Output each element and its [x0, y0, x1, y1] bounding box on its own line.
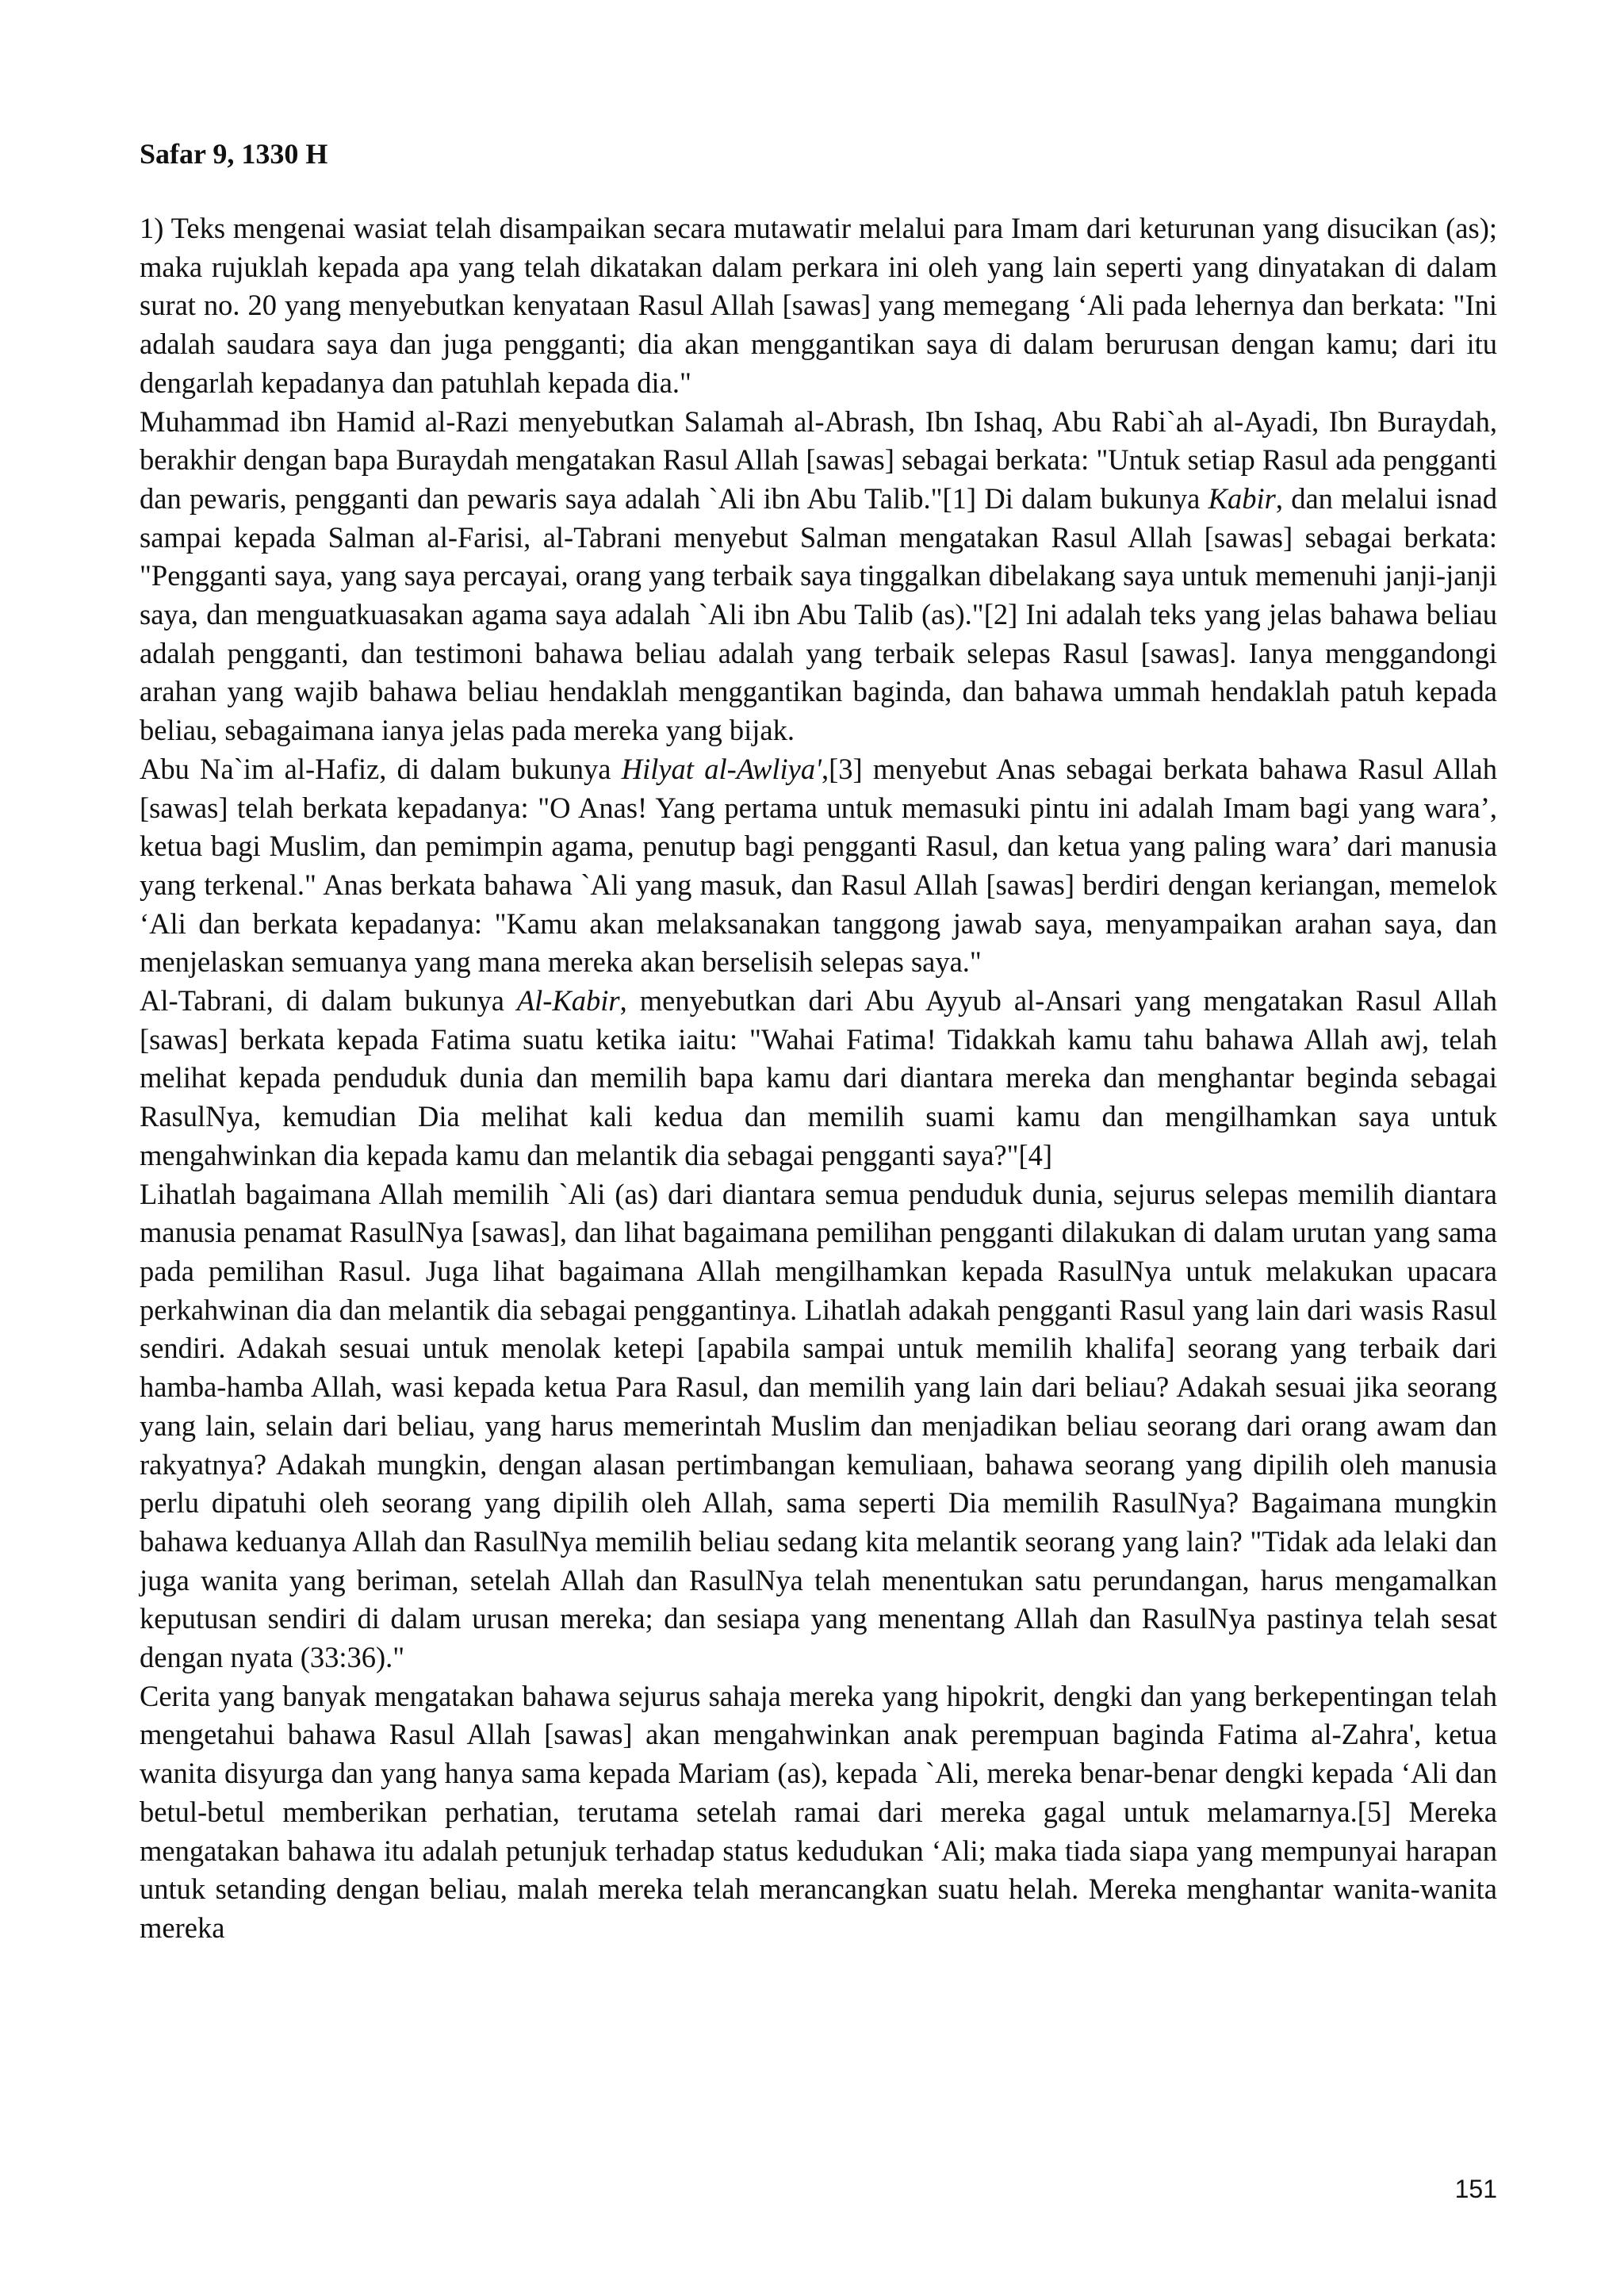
book-title-kabir: Kabir — [1208, 481, 1276, 515]
paragraph-4-text-b: , menyebutkan dari Abu Ayyub al-Ansari yang mengatakan Rasul Allah [sawas] berkata kepada Fatima suatu ketika iaitu: "Wahai Fatima! Tidakkah kamu tahu bahawa Allah awj, telah melihat kepada penduduk dunia dan memilih bapa kamu dari diantara mereka dan menghantar beginda sebagai RasulNya, kemudian Dia melihat kali kedua dan memilih suami kamu dan mengilhamkan saya untuk mengahwinkan dia kepada kamu dan melantik dia sebagai pengganti saya?"[4] — [140, 984, 1497, 1171]
paragraph-2-text-b: , dan melalui isnad sampai kepada Salman al-Farisi, al-Tabrani menyebut Salman mengatakan Rasul Allah [sawas] sebagai berkata: "Pengganti saya, yang saya percayai, orang yang terbaik saya tinggalkan dibelakang saya untuk memenuhi janji-janji saya, dan menguatkuasakan agama saya adalah `Ali ibn Abu Talib (as)."[2] Ini adalah teks yang jelas bahawa beliau adalah pengganti, dan testimoni bahawa beliau adalah yang terbaik selepas Rasul [sawas]. Ianya menggandongi arahan yang wajib bahawa beliau hendaklah menggantikan baginda, dan bahawa ummah hendaklah patuh kepada beliau, sebagaimana ianya jelas pada mereka yang bijak. — [140, 481, 1497, 747]
book-title-al-kabir: Al-Kabir — [516, 984, 620, 1018]
paragraph-1: 1) Teks mengenai wasiat telah disampaikan secara mutawatir melalui para Imam dari keturunan yang disucikan (as); maka rujuklah kepada apa yang telah dikatakan dalam perkara ini oleh yang lain seperti yang dinyatakan di dalam surat no. 20 yang menyebutkan kenyataan Rasul Allah [sawas] yang memegang ‘Ali pada lehernya dan berkata: "Ini adalah saudara saya dan juga pengganti; dia akan menggantikan saya di dalam berurusan dengan kamu; dari itu dengarlah kepadanya dan patuhlah kepada dia." — [140, 212, 1497, 399]
paragraph-4 — [140, 982, 1497, 1175]
paragraph-2-text-a: Muhammad ibn Hamid al-Razi menyebutkan Salamah al-Abrash, Ibn Ishaq, Abu Rabi`ah al-Ayadi, Ibn Buraydah, berakhir dengan bapa Buraydah mengatakan Rasul Allah [sawas] sebagai berkata: "Untuk setiap Rasul ada pengganti dan pewaris, pengganti dan pewaris saya adalah `Ali ibn Abu Talib."[1] Di dalam bukunya — [140, 404, 1497, 515]
paragraph-3-text-b: ,[3] menyebut Anas sebagai berkata bahawa Rasul Allah [sawas] telah berkata kepadanya: "O Anas! Yang pertama untuk memasuki pintu ini adalah Imam bagi yang wara’, ketua bagi Muslim, dan pemimpin agama, penutup bagi pengganti Rasul, dan ketua yang paling wara’ dari manusia yang terkenal." Anas berkata bahawa `Ali yang masuk, dan Rasul Allah [sawas] berdiri dengan keriangan, memelok ‘Ali dan berkata kepadanya: "Kamu akan melaksanakan tanggong jawab saya, menyampaikan arahan saya, dan menjelaskan semuanya yang mana mereka akan berselisih selepas saya." — [140, 752, 1497, 979]
page-heading: Safar 9, 1330 H — [140, 138, 328, 170]
paragraph-5: Lihatlah bagaimana Allah memilih `Ali (as) dari diantara semua penduduk dunia, sejurus selepas memilih diantara manusia penamat RasulNya [sawas], dan lihat bagaimana pemilihan pengganti dilakukan di dalam urutan yang sama pada pemilihan Rasul. Juga lihat bagaimana Allah mengilhamkan kepada RasulNya untuk melakukan upacara perkahwinan dia dan melantik dia sebagai penggantinya. Lihatlah adakah pengganti Rasul yang lain dari wasis Rasul sendiri. Adakah sesuai untuk menolak ketepi [apabila sampai untuk memilih khalifa] seorang yang terbaik dari hamba-hamba Allah, wasi kepada ketua Para Rasul, dan memilih yang lain dari beliau? Adakah sesuai jika seorang yang lain, selain dari beliau, yang harus memerintah Muslim dan menjadikan beliau seorang dari orang awam dan rakyatnya? Adakah mungkin, dengan alasan pertimbangan kemuliaan, bahawa seorang yang dipilih oleh manusia perlu dipatuhi oleh seorang yang dipilih oleh Allah, sama seperti Dia memilih RasulNya? Bagaimana mungkin bahawa keduanya Allah dan RasulNya memilih beliau sedang kita melantik seorang yang lain? "Tidak ada lelaki dan juga wanita yang beriman, setelah Allah dan RasulNya telah menentukan satu perundangan, harus mengamalkan keputusan sendiri di dalam urusan mereka; dan sesiapa yang menentang Allah dan RasulNya pastinya telah sesat dengan nyata (33:36)." — [140, 1177, 1497, 1674]
paragraph-3-text-a: Abu Na`im al-Hafiz, di dalam bukunya — [140, 752, 622, 785]
book-title-hilyat: Hilyat al-Awliya' — [621, 752, 822, 785]
document-page — [140, 135, 1497, 1948]
paragraph-6: Cerita yang banyak mengatakan bahawa sejurus sahaja mereka yang hipokrit, dengki dan yang berkepentingan telah mengetahui bahawa Rasul Allah [sawas] akan mengahwinkan anak perempuan baginda Fatima al-Zahra', ketua wanita disyurga dan yang hanya sama kepada Mariam (as), kepada `Ali, mereka benar-benar dengki kepada ‘Ali dan betul-betul memberikan perhatian, terutama setelah ramai dari mereka gagal untuk melamarnya.[5] Mereka mengatakan bahawa itu adalah petunjuk terhadap status kedudukan ‘Ali; maka tiada siapa yang mempunyai harapan untuk setanding dengan beliau, malah mereka telah merancangkan suatu helah. Mereka menghantar wanita-wanita mereka — [140, 1679, 1497, 1944]
paragraph-3 — [140, 750, 1497, 982]
paragraph-4-text-a: Al-Tabrani, di dalam bukunya — [140, 984, 517, 1018]
page-number: 151 — [1454, 2175, 1497, 2203]
paragraph-2 — [140, 403, 1497, 750]
